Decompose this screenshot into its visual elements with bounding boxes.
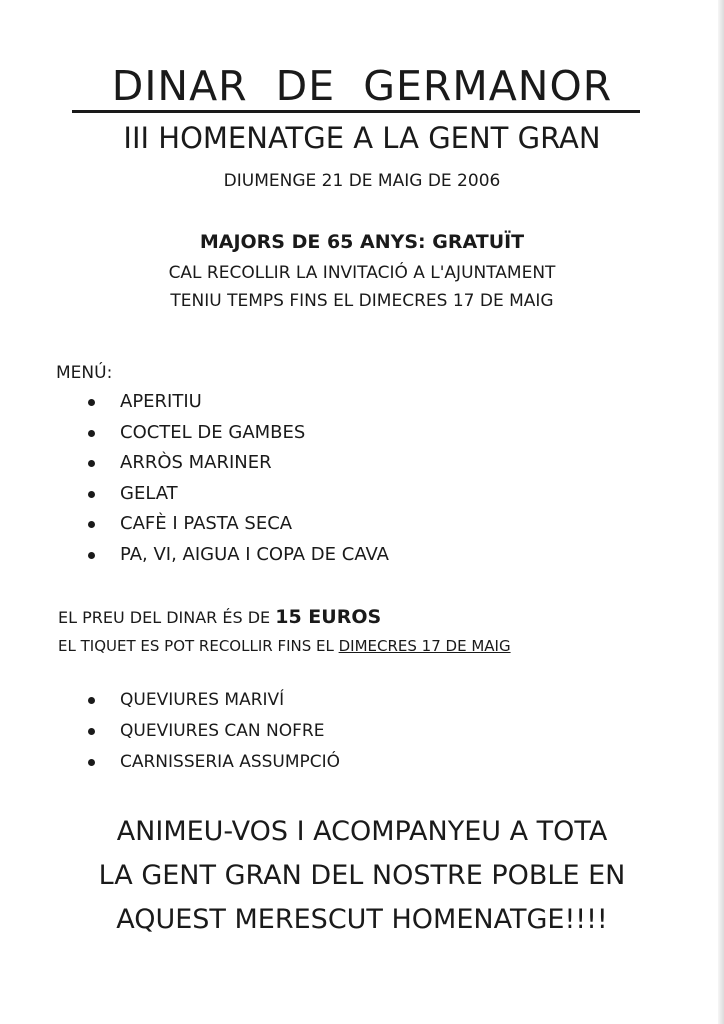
page-title: DINAR DE GERMANOR <box>111 62 613 110</box>
menu-item-label: APERITIU <box>120 391 202 412</box>
bullet-icon <box>88 430 95 437</box>
free-notice: MAJORS DE 65 ANYS: GRATUÏT <box>199 231 525 253</box>
menu-heading: MENÚ: <box>56 363 113 383</box>
bullet-icon <box>88 460 95 467</box>
ticket-deadline: DIMECRES 17 DE MAIG <box>338 637 511 655</box>
menu-item <box>88 509 389 540</box>
vendor-item <box>88 716 340 747</box>
price-amount: 15 EUROS <box>275 606 382 628</box>
bullet-icon <box>88 759 95 766</box>
bullet-icon <box>88 491 95 498</box>
invitation-instruction: CAL RECOLLIR LA INVITACIÓ A L'AJUNTAMENT <box>168 263 556 283</box>
ticket-line <box>58 636 511 656</box>
menu-item-label: GELAT <box>120 482 178 504</box>
closing-line: ANIMEU-VOS I ACOMPANYEU A TOTA <box>116 816 608 847</box>
closing-message <box>0 810 724 942</box>
menu-item <box>88 418 389 449</box>
menu-item-label: CAFÈ I PASTA SECA <box>120 513 293 534</box>
bullet-icon <box>88 697 95 704</box>
vendor-item <box>88 685 340 716</box>
menu-item <box>88 448 389 479</box>
price-line <box>58 606 381 629</box>
invitation-deadline: TENIU TEMPS FINS EL DIMECRES 17 DE MAIG <box>170 291 554 311</box>
subtitle: III HOMENATGE A LA GENT GRAN <box>123 121 601 155</box>
ticket-prefix: EL TIQUET ES POT RECOLLIR FINS EL <box>58 637 339 655</box>
bullet-icon <box>88 552 95 559</box>
closing-line: LA GENT GRAN DEL NOSTRE POBLE EN <box>98 860 626 891</box>
vendor-item <box>88 747 340 778</box>
title-underline <box>72 110 640 113</box>
menu-item-label: COCTEL DE GAMBES <box>120 421 306 443</box>
menu-item-label: PA, VI, AIGUA I COPA DE CAVA <box>120 543 389 565</box>
vendor-name: QUEVIURES CAN NOFRE <box>120 721 325 741</box>
bullet-icon <box>88 521 95 528</box>
menu-item <box>88 479 389 510</box>
bullet-icon <box>88 728 95 735</box>
bullet-icon <box>88 399 95 406</box>
menu-item <box>88 540 389 571</box>
menu-item <box>88 387 389 418</box>
price-prefix: EL PREU DEL DINAR ÉS DE <box>58 608 276 627</box>
menu-list <box>88 387 389 570</box>
vendor-name: QUEVIURES MARIVÍ <box>120 690 285 710</box>
menu-item-label: ARRÒS MARINER <box>120 452 272 473</box>
vendor-list <box>88 685 340 778</box>
event-date: DIUMENGE 21 DE MAIG DE 2006 <box>223 171 501 191</box>
closing-line: AQUEST MERESCUT HOMENATGE!!!! <box>116 904 608 935</box>
vendor-name: CARNISSERIA ASSUMPCIÓ <box>120 752 341 772</box>
